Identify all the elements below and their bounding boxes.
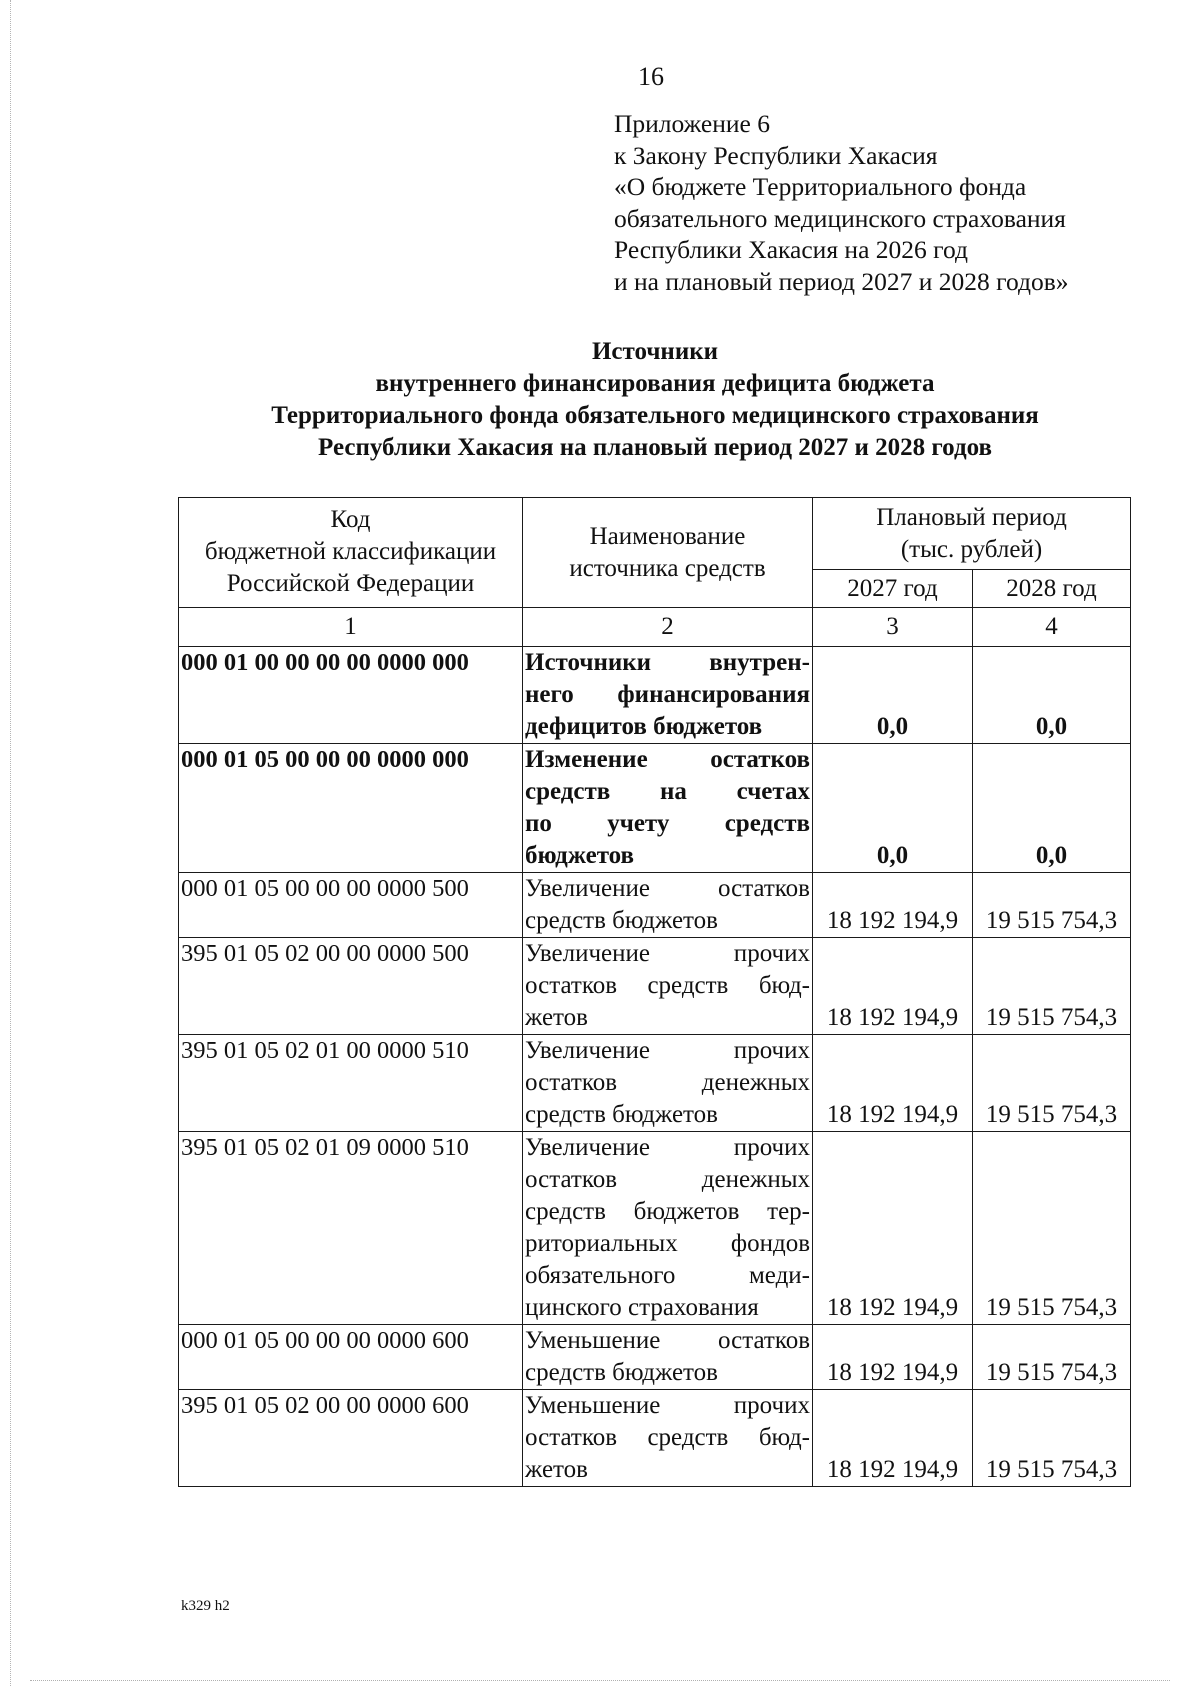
row-name [523, 1390, 813, 1487]
row-name-line: Увеличение прочих [525, 1037, 810, 1064]
column-number: 4 [973, 608, 1131, 647]
header-code: Код бюджетной классификации Российской Федерации [179, 498, 523, 608]
row-value-2027: 18 192 194,9 [813, 873, 973, 938]
row-name-line: жетов [525, 1004, 588, 1031]
appendix-line: обязательного медицинского страхования [614, 203, 1066, 233]
row-name-line: Источники внутрен- [525, 649, 810, 676]
row-name [523, 1035, 813, 1132]
row-name [523, 938, 813, 1035]
row-code: 395 01 05 02 00 00 0000 500 [179, 938, 523, 1035]
row-name-line: остатков средств бюд- [525, 972, 810, 999]
row-value-2027: 0,0 [813, 647, 973, 744]
column-number: 2 [523, 608, 813, 647]
row-value-2028: 0,0 [973, 744, 1131, 873]
row-name-line: средств бюджетов [525, 1359, 718, 1386]
footer-code: k329 h2 [181, 1598, 230, 1614]
row-name-line: жетов [525, 1456, 588, 1483]
column-number: 1 [179, 608, 523, 647]
appendix-line: Приложение 6 [614, 109, 770, 138]
row-value-2027: 18 192 194,9 [813, 1035, 973, 1132]
row-code: 000 01 00 00 00 00 0000 000 [179, 647, 523, 744]
row-value-2028: 19 515 754,3 [973, 1035, 1131, 1132]
row-name-line: дефицитов бюджетов [525, 713, 763, 740]
row-name-line: бюджетов [525, 842, 635, 869]
row-name-line: Увеличение остатков [525, 875, 810, 902]
table-row [179, 1132, 1131, 1325]
appendix-line: и на плановый период 2027 и 2028 годов» [614, 266, 1069, 296]
appendix-line: «О бюджете Территориального фонда [614, 172, 1027, 201]
row-value-2028: 0,0 [973, 647, 1131, 744]
document-title [0, 336, 1200, 464]
scan-bottom-line [30, 1680, 1170, 1682]
row-value-2027: 0,0 [813, 744, 973, 873]
row-name-line: Уменьшение прочих [525, 1392, 810, 1419]
table-row [179, 938, 1131, 1035]
table-row [179, 1035, 1131, 1132]
row-name [523, 873, 813, 938]
row-code: 000 01 05 00 00 00 0000 000 [179, 744, 523, 873]
row-value-2028: 19 515 754,3 [973, 938, 1131, 1035]
title-line: Территориального фонда обязательного медицинского страхования [271, 402, 1039, 429]
row-name-line: средств бюджетов [525, 1101, 718, 1128]
appendix-block [614, 108, 1069, 297]
title-line: Республики Хакасия на плановый период 2027 и 2028 годов [318, 434, 992, 461]
row-name-line: средств бюджетов [525, 907, 718, 934]
row-value-2027: 18 192 194,9 [813, 938, 973, 1035]
row-name-line: Изменение остатков [525, 746, 810, 773]
table-row [179, 1325, 1131, 1390]
row-name-line: средств бюджетов тер- [525, 1198, 810, 1225]
scan-margin-line [10, 0, 12, 1686]
row-name-line: цинского страхования [525, 1294, 759, 1321]
row-code: 395 01 05 02 01 09 0000 510 [179, 1132, 523, 1325]
row-code: 000 01 05 00 00 00 0000 600 [179, 1325, 523, 1390]
page-number: 16 [638, 62, 664, 91]
table-row [179, 873, 1131, 938]
row-name-line: средств на счетах [525, 778, 810, 805]
row-name-line: остатков денежных [525, 1166, 810, 1193]
header-planned-period: Плановый период (тыс. рублей) [813, 498, 1131, 570]
row-name [523, 744, 813, 873]
appendix-line: к Закону Республики Хакасия [614, 140, 938, 170]
column-number: 3 [813, 608, 973, 647]
row-name-line: остатков средств бюд- [525, 1424, 810, 1451]
row-code: 395 01 05 02 00 00 0000 600 [179, 1390, 523, 1487]
row-value-2028: 19 515 754,3 [973, 1390, 1131, 1487]
row-code: 395 01 05 02 01 00 0000 510 [179, 1035, 523, 1132]
table-row [179, 647, 1131, 744]
row-name [523, 647, 813, 744]
header-year-2027: 2027 год [813, 570, 973, 608]
row-name-line: него финансирования [525, 681, 810, 708]
table-row [179, 1390, 1131, 1487]
table-row [179, 744, 1131, 873]
row-value-2028: 19 515 754,3 [973, 873, 1131, 938]
row-value-2027: 18 192 194,9 [813, 1390, 973, 1487]
sources-table [178, 497, 1131, 1487]
row-value-2028: 19 515 754,3 [973, 1132, 1131, 1325]
row-value-2027: 18 192 194,9 [813, 1132, 973, 1325]
table-body [179, 647, 1131, 1487]
header-year-2028: 2028 год [973, 570, 1131, 608]
title-line: внутреннего финансирования дефицита бюджета [375, 370, 935, 397]
row-name [523, 1325, 813, 1390]
title-line: Источники [591, 338, 719, 365]
row-value-2027: 18 192 194,9 [813, 1325, 973, 1390]
row-name-line: остатков денежных [525, 1069, 810, 1096]
row-name [523, 1132, 813, 1325]
row-code: 000 01 05 00 00 00 0000 500 [179, 873, 523, 938]
row-name-line: риториальных фондов [525, 1230, 810, 1257]
header-name: Наименование источника средств [523, 498, 813, 608]
appendix-line: Республики Хакасия на 2026 год [614, 235, 968, 264]
row-name-line: Увеличение прочих [525, 940, 810, 967]
row-name-line: обязательного меди- [525, 1262, 810, 1289]
row-name-line: по учету средств [525, 810, 810, 837]
column-number-row [179, 608, 1131, 647]
row-name-line: Увеличение прочих [525, 1134, 810, 1161]
row-name-line: Уменьшение остатков [525, 1327, 810, 1354]
row-value-2028: 19 515 754,3 [973, 1325, 1131, 1390]
